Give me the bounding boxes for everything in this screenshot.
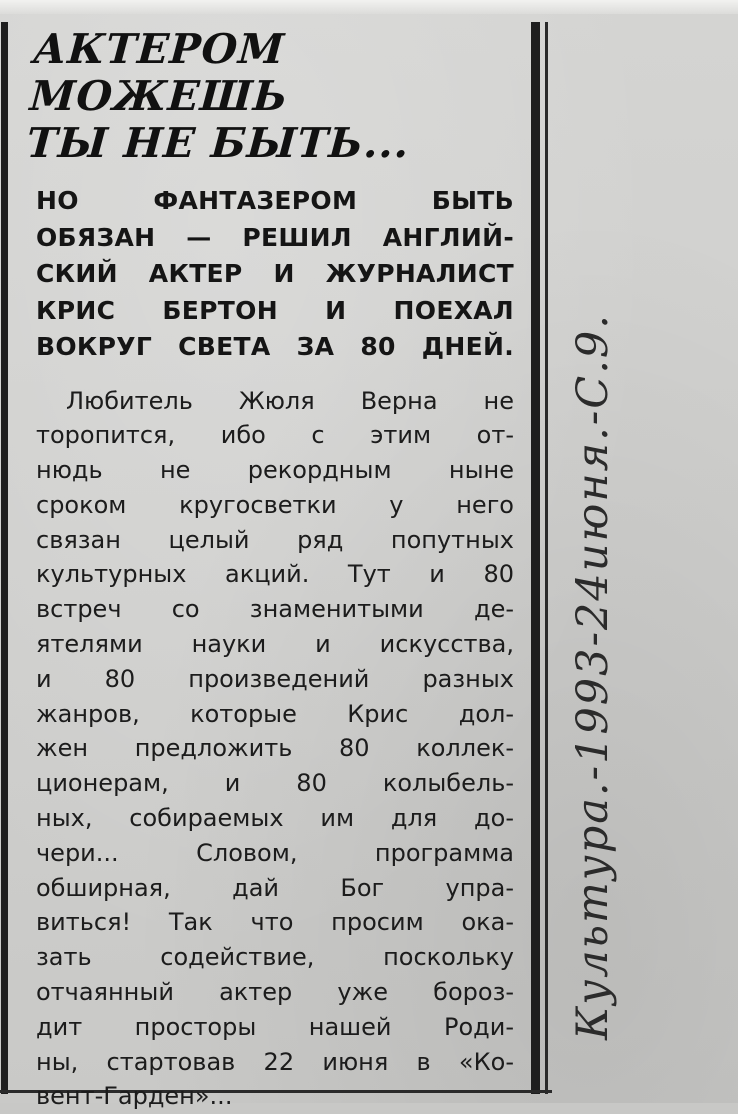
body-line: культурных акций. Тут и 80 <box>36 557 514 592</box>
body-line: чери... Словом, программа <box>36 836 514 871</box>
body-line: вент-Гарден»... <box>36 1079 514 1114</box>
body-line: ны, стартовав 22 июня в «Ко- <box>36 1045 514 1080</box>
body-line: зать содействие, поскольку <box>36 940 514 975</box>
body-line: ятелями науки и искусства, <box>36 627 514 662</box>
right-column-rule <box>531 22 540 1094</box>
article-headline: АКТЕРОМ МОЖЕШЬ ТЫ НЕ БЫТЬ... <box>25 26 519 167</box>
body-line: торопится, ибо с этим от- <box>36 418 514 453</box>
body-line: встреч со знаменитыми де- <box>36 592 514 627</box>
body-line: Любитель Жюля Верна не <box>36 384 514 419</box>
body-line: нюдь не рекордным ныне <box>36 453 514 488</box>
article-subhead: НО ФАНТАЗЕРОМ БЫТЬ ОБЯЗАН — РЕШИЛ АНГЛИЙ- СКИЙ АКТЕР И ЖУРНАЛИСТ КРИС БЕРТОН И ПОЕХАЛ ВОКРУГ СВЕТА ЗА 80 ДНЕЙ. <box>36 183 514 366</box>
body-line: дит просторы нашей Роди- <box>36 1010 514 1045</box>
body-line: обширная, дай Бог упра- <box>36 871 514 906</box>
body-line: сроком кругосветки у него <box>36 488 514 523</box>
body-line: связан целый ряд попутных <box>36 523 514 558</box>
left-column-rule <box>1 22 8 1094</box>
body-line: виться! Так что просим ока- <box>36 905 514 940</box>
body-line: жанров, которые Крис дол- <box>36 697 514 732</box>
body-line: ных, собираемых им для до- <box>36 801 514 836</box>
body-line: и 80 произведений разных <box>36 662 514 697</box>
body-line: отчаянный актер уже бороз- <box>36 975 514 1010</box>
scan-edge <box>0 0 738 14</box>
body-line: ционерам, и 80 колыбель- <box>36 766 514 801</box>
article-column <box>30 26 514 1114</box>
handwritten-source-note: Культура.-1993-24июня.-С.9. <box>568 313 618 1040</box>
article-body <box>36 384 514 1114</box>
body-line: жен предложить 80 коллек- <box>36 731 514 766</box>
right-column-rule-thin <box>545 22 548 1094</box>
